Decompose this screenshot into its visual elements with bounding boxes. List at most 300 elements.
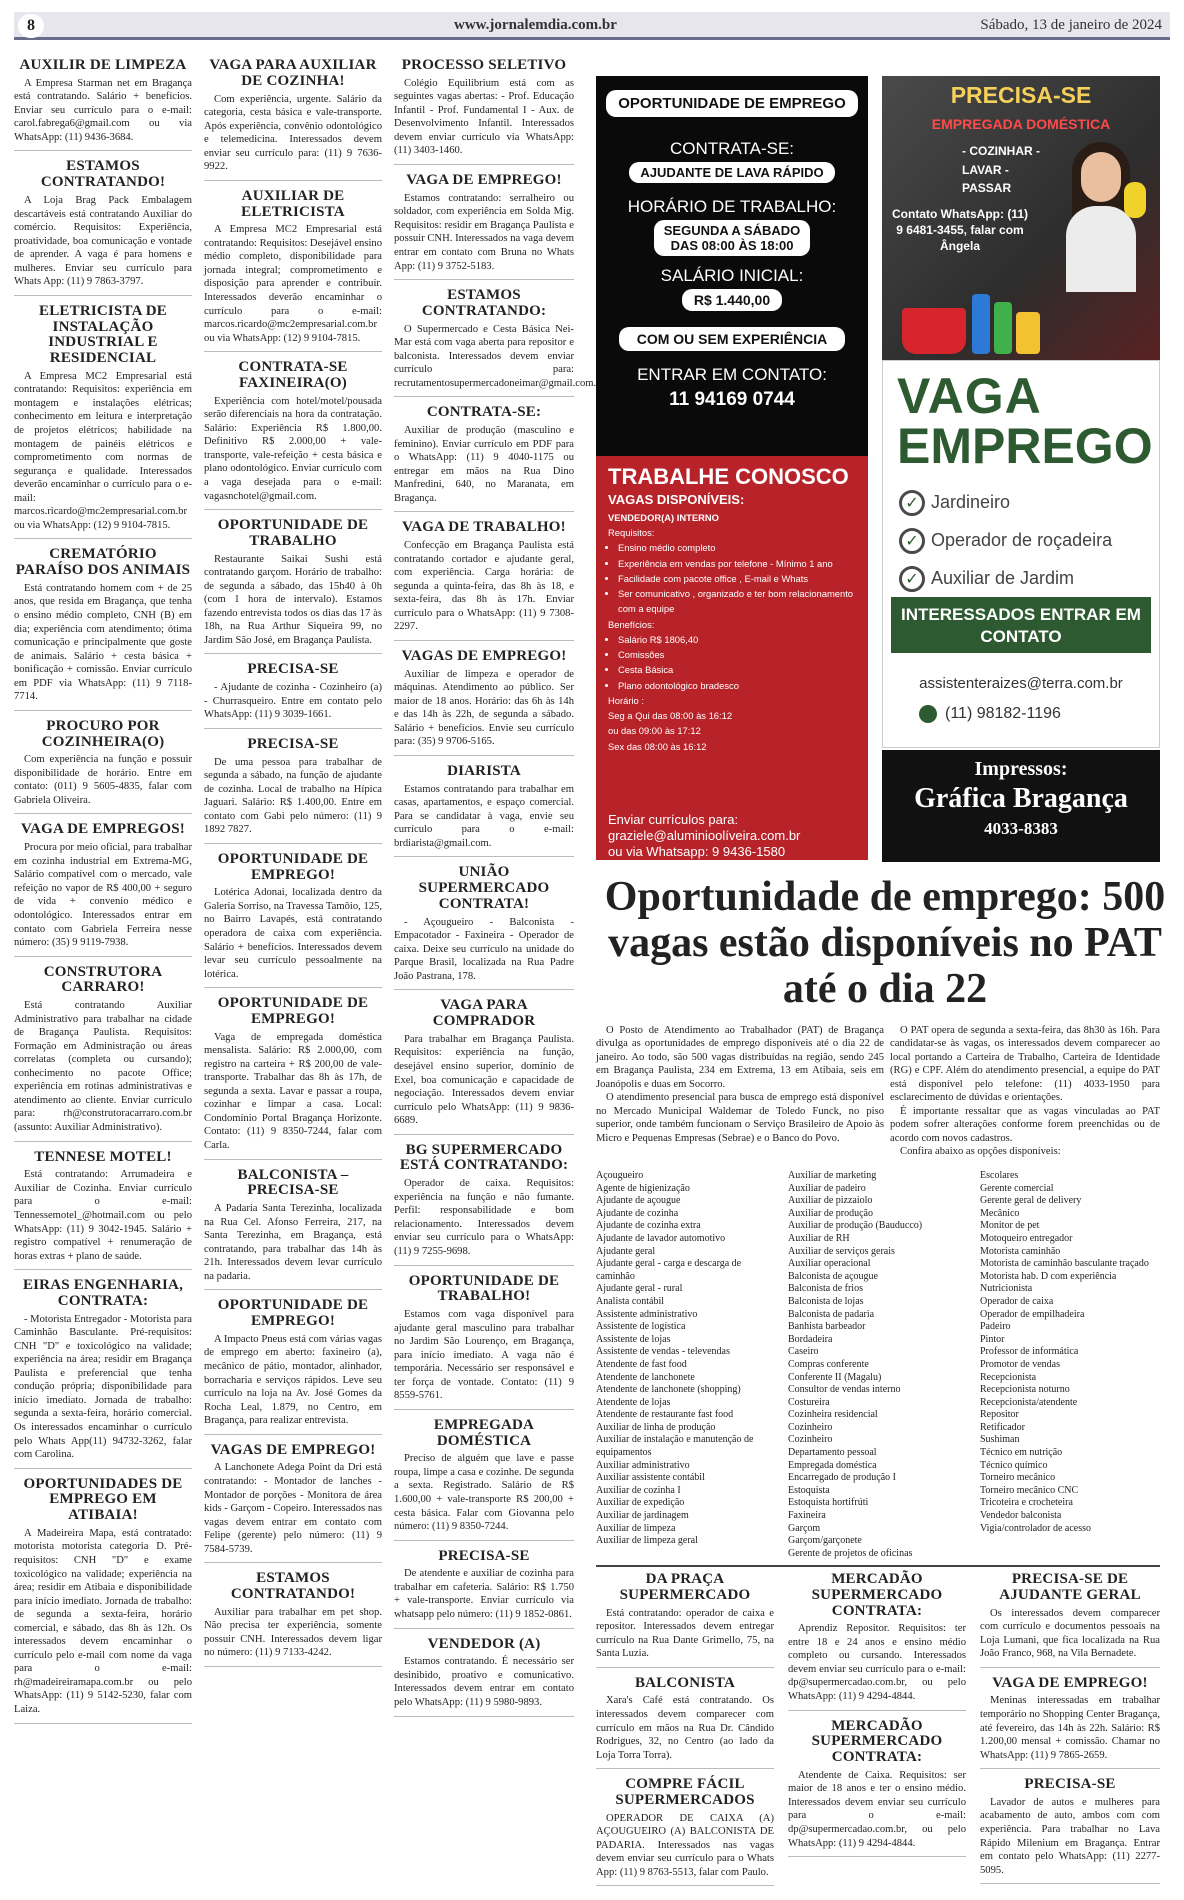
ad-vaga-item-label: Jardineiro	[931, 492, 1011, 512]
classified-body: A Empresa MC2 Empresarial está contratando: Requisitos: Desejável ensino médio completo, disponibilidade para jornada integral; comprometimento e disposição para aprender e contribuir. Interessados deverão encaminhar o currículo para o e-mail: marcos.ricardo@mc2empresarial.com.br ou via WhatsApp: (12) 9 9104-7815.	[204, 224, 382, 344]
classified-title: OPORTUNIDADE DE TRABALHO!	[408, 1272, 560, 1305]
classified-ad	[596, 1572, 774, 1668]
classified-ad	[394, 405, 574, 512]
classified-ad	[14, 159, 192, 295]
ad-vaga-banner: INTERESSADOS ENTRAR EM CONTATO	[891, 597, 1151, 653]
vacancy-item: Auxiliar operacional	[788, 1258, 871, 1270]
benefit-item: • Comissões	[618, 647, 864, 662]
classified-body: Vaga de empregada doméstica mensalista. Salário: R$ 2.000,00, com registro na carteira + R$ 200,00 de vale-transporte. Trabalhar das 8h às 17h, de segunda a sexta. Lavar e passar a roupa, cozinhar e limpar a casa. Local: Condomínio Portal Bragança Horizonte. Contato: (11) 9 8350-7244, falar com Carla.	[204, 1031, 382, 1152]
classified-ad	[394, 865, 574, 990]
pat-article-right	[890, 1024, 1160, 1159]
vacancy-item: Auxiliar de padeiro	[788, 1182, 866, 1194]
vacancy-item: Auxiliar administrativo	[596, 1459, 690, 1471]
vacancy-item: Atendente de lanchonete (shopping)	[596, 1384, 741, 1396]
ad-vaga-title-1: VAGA	[897, 368, 1042, 424]
classified-title: MERCADÃO SUPERMERCADO CONTRATA:	[811, 1717, 943, 1766]
vacancy-item: Assistente de logística	[596, 1321, 686, 1333]
classifieds-column-3	[394, 57, 597, 1725]
ad-trabalhe-hours	[608, 708, 864, 754]
classified-ad	[394, 1637, 574, 1717]
vacancy-item: Assistente administrativo	[596, 1308, 698, 1320]
vacancy-item: Auxiliar de produção (Bauducco)	[788, 1220, 923, 1232]
classified-ad	[394, 520, 574, 641]
pat-article-left	[596, 1024, 884, 1145]
vacancy-item: Escolares	[980, 1170, 1019, 1181]
classified-title: TENNESE MOTEL!	[34, 1148, 172, 1165]
classified-body: A Padaria Santa Terezinha, localizada na Rua Cel. Afonso Ferreira, 217, na Santa Terezinha, em Bragança, está contratando, para trabalhar das 14h às 21h. Interessados devem levar currículo na padaria.	[204, 1203, 382, 1282]
pat-paragraph-2: O atendimento presencial para busca de emprego está disponível no Mercado Municipal Waldemar de Toledo Funck, no piso superior, onde também funcionam o Serviço Brasileiro de Apoio às Micro e Pequenas Empresas (Sebrae) e o Banco do Povo.	[596, 1092, 884, 1144]
vacancy-item: Auxiliar de pizzaiolo	[788, 1195, 873, 1207]
vacancy-item: Motorista caminhão	[980, 1245, 1061, 1257]
ad-domestica-title: PRECISA-SE	[950, 82, 1092, 108]
vacancy-item: Auxiliar de cozinha I	[596, 1484, 681, 1496]
vacancy-item: Repositor	[980, 1409, 1019, 1421]
classified-body: Para trabalhar em Bragança Paulista. Requisitos: experiência na função, desejável ensino superior, domínio de Exel, boa comunicação e capacidade de negociação. Interessados devem enviar currículo pelo WhatsApp: (11) 9 9836-6689.	[394, 1033, 574, 1127]
site-url[interactable]: www.jornalemdia.com.br	[454, 17, 617, 33]
classified-title: AUXILIAR DE ELETRICISTA	[241, 187, 345, 220]
ad-vaga-phone-row[interactable]	[919, 705, 1061, 723]
vacancy-item: Estoquista hortifrúti	[788, 1497, 869, 1509]
classified-title: CONSTRUTORA CARRARO!	[43, 963, 163, 996]
classified-body: A Madeireira Mapa, está contratado: motorista motorista categoria D. Pré-requisitos: CNH "D" e exame toxicológico na validade; experiência na área; residir em Atibaia e disponibilidade para início imediato. Jornada de trabalho: de segunda a sexta-feira, horário comercial, e sábado, das 8h às 12h. Os interessados devem encaminhar o currículo pelo e-mail com nome da vaga para o e-mail: rh@madeireiramapa.com.br ou pelo WhatsApp: (11) 9 5142-5230, falar com Laiza.	[14, 1527, 192, 1716]
vacancy-item: Ajudante geral	[596, 1245, 656, 1257]
vacancy-item: Ajudante geral - rural	[596, 1283, 683, 1295]
ad-lava-rapido	[596, 76, 868, 456]
ad-trabalhe-email[interactable]: graziele@aluminioolíveira.com.br	[608, 828, 801, 843]
classified-title: MERCADÃO SUPERMERCADO CONTRATA:	[811, 1571, 943, 1619]
classified-ad	[788, 1572, 966, 1711]
classified-title: EIRAS ENGENHARIA, CONTRATA:	[22, 1277, 184, 1309]
classified-ad	[204, 852, 382, 988]
ad-vaga-title-2: EMPREGO	[897, 418, 1153, 474]
vacancy-item: Motoqueiro entregador	[980, 1232, 1073, 1244]
vacancy-item: Departamento pessoal	[788, 1447, 877, 1459]
classified-title: CONTRATA-SE FAXINEIRA(O)	[238, 359, 348, 391]
classifieds-column-2	[204, 58, 382, 1675]
requirement-item: • Ser comunicativo , organizado e ter bom relacionamento com a equipe	[618, 586, 864, 616]
vacancy-item: Professor de informática	[980, 1346, 1079, 1358]
classified-body: Lavador de autos e mulheres para acabamento de auto, ambos com com experiência. Para trabalhar no Lava Rápido Milenium em Bragança. Entrar em contato pelo WhatsApp: (11) 2277-5095.	[980, 1796, 1160, 1876]
vacancy-item: Gerente comercial	[980, 1182, 1054, 1194]
classified-ad	[980, 1572, 1160, 1668]
ad-vaga-item	[899, 521, 1112, 559]
vacancy-item: Vigia/controlador de acesso	[980, 1522, 1092, 1534]
cleaning-supplies-icon	[892, 288, 1048, 354]
classified-ad	[204, 662, 382, 728]
vacancy-item: Gerente geral de delivery	[980, 1195, 1082, 1207]
classified-ad	[980, 1676, 1160, 1769]
pat-vacancy-list-1	[596, 1170, 782, 1548]
vacancy-item: Auxiliar de limpeza geral	[596, 1535, 698, 1547]
classified-title: COMPRE FÁCIL SUPERMERCADOS	[615, 1776, 755, 1808]
classified-ad	[394, 1549, 574, 1629]
pat-vacancy-list-3	[980, 1170, 1160, 1535]
classified-title: CREMATÓRIO PARAÍSO DOS ANIMAIS	[15, 546, 191, 579]
vacancy-item: Cozinheira residencial	[788, 1409, 878, 1421]
pat-vacancy-list-2	[788, 1170, 974, 1560]
vacancy-item: Auxiliar de linha de produção	[596, 1421, 716, 1433]
classified-title: OPORTUNIDADE DE EMPREGO!	[217, 850, 369, 883]
vacancy-item: Compras conferente	[788, 1358, 869, 1370]
vacancy-item: Motorista hab. D com experiência	[980, 1270, 1117, 1282]
vacancy-item: Retificador	[980, 1421, 1025, 1433]
vacancy-item: Assistente de vendas - televendas	[596, 1346, 730, 1358]
vacancy-item: Tricoteira e crocheteira	[980, 1497, 1073, 1509]
bottom-column-3	[980, 1572, 1160, 1892]
classified-title: ESTAMOS CONTRATANDO!	[40, 158, 166, 191]
classified-body: Está contratando homem com + de 25 anos, que resida em Bragança, que tenha o ensino médio completo, CNH (B) em dia; experiência com atendimento; ótima comunicação e principalmente que goste de animais. Salário + cesta básica + bonificação + comissão. Enviar currículo em PDF via WhatsApp: (11) 9 7118-7714.	[14, 582, 192, 703]
ad-vaga-items	[899, 483, 1112, 597]
ad-lava-phone[interactable]: 11 94169 0744	[669, 389, 795, 410]
vacancy-item: Promotor de vendas	[980, 1358, 1060, 1370]
vacancy-item: Ajudante de açougue	[596, 1195, 681, 1207]
vacancy-item: Estoquista	[788, 1484, 830, 1496]
classified-title: VAGAS DE EMPREGO!	[210, 1441, 376, 1458]
classified-title: AUXILIR DE LIMPEZA	[19, 57, 187, 73]
hours-item: Sex das 08:00 às 16:12	[608, 740, 707, 752]
classified-ad	[394, 1143, 574, 1266]
ad-domestica-tasks: - COZINHAR - LAVAR - PASSAR	[962, 144, 1040, 196]
classified-body: Colégio Equilibrium está com as seguintes vagas abertas: - Prof. Educação Infantil - Prof. Fundamental I - Aux. de Desenvolvimento Infantil. Interessados devem enviar currículo via WhatsApp: (11) 3403-1460.	[394, 77, 574, 157]
ad-trabalhe-whatsapp[interactable]: ou via Whatsapp: 9 9436-1580	[608, 844, 786, 859]
ad-empregada-domestica	[882, 76, 1160, 360]
classified-ad	[14, 547, 192, 710]
classified-ad	[394, 58, 574, 165]
classified-title: OPORTUNIDADE DE EMPREGO!	[217, 1297, 369, 1330]
ad-grafica-phone[interactable]: 4033-8383	[984, 819, 1058, 838]
classified-ad	[14, 1278, 192, 1469]
classified-body: - Açougueiro - Balconista - Empacotador - Faxineira - Operador de caixa. Deixe seu currículo na unidade do Parque Brasil, localizada na Rua Padre João Pastrana, 178.	[394, 916, 574, 982]
vacancy-item: Auxiliar de produção	[788, 1207, 873, 1219]
classified-body: Meninas interessadas em trabalhar temporário no Shopping Center Bragança, até fevereiro, das 14h às 22h. Salário: R$ 1.200,00 mensal + comissão. Chamar no WhatsApp: (11) 9 7865-2659.	[980, 1695, 1160, 1761]
classified-body: Operador de caixa. Requisitos: experiência na função e não fumante. Perfil: responsabilidade e bom relacionamento. Interessados devem enviar seu currículo para o WhatsApp: (11) 9 7255-9698.	[394, 1178, 574, 1257]
classified-title: OPORTUNIDADES DE EMPREGO EM ATIBAIA!	[23, 1475, 183, 1524]
classified-title: ESTAMOS CONTRATANDO!	[230, 1570, 356, 1603]
classified-ad	[14, 1477, 192, 1724]
bottom-column-1	[596, 1572, 774, 1894]
woman-illustration	[1052, 142, 1148, 292]
classified-body: Confecção em Bragança Paulista está contratando cortador e ajudante geral, com experiência. Carga horária: de segunda a quinta-feira, das 8h às 18, e sexta-feira, das 8h às 17h. Enviar currículo para o WhatsApp: (11) 9 7308-2297.	[394, 540, 574, 633]
classified-body: Os interessados devem comparecer com currículo e documentos pessoais na Loja Lumani, que fica localizada na Rua João Franco, 968, na Vila Bernadete.	[980, 1607, 1160, 1660]
classified-title: VAGA PARA AUXILIAR DE COZINHA!	[209, 57, 377, 89]
requirement-item: • Experiência em vendas por telefone - Mínimo 1 ano	[618, 556, 864, 571]
classified-ad	[204, 1298, 382, 1434]
ad-trabalhe-subtitle: VAGAS DISPONÍVEIS:	[608, 492, 745, 507]
classified-body: Restaurante Saikai Sushi está contratando garçom. Horário de trabalho: de segunda a sábado, das 15h40 à 0h (com 1 hora de intervalo). Estamos fazendo entrevista todos os dias das 17 às 18h, na Rua Arthur Siqueira 99, no Jardim São José, em Bragança Paulista.	[204, 553, 382, 646]
vacancy-item: Encarregado de produção I	[788, 1472, 896, 1484]
classified-body: Atendente de Caixa. Requisitos: ser maior de 18 anos e ter o ensino médio. Interessados devem enviar seu currículo para o e-mail: dp@supermercadao.com.br, ou pelo WhatsApp: (11) 9 4294-4844.	[788, 1769, 966, 1849]
classified-body: Lotérica Adonai, localizada dentro da Galeria Sorriso, na Travessa Tamôio, 125, no Bairro Lavapés, está contratando operadora de caixa com experiência. Salário + benefícios. Interessados devem levar seu currículo pessoalmente na lotérica.	[204, 887, 382, 980]
ad-trabalhe-role: VENDEDOR(A) INTERNO	[608, 512, 719, 523]
vacancy-item: Mecânico	[980, 1207, 1020, 1219]
vacancy-item: Sushiman	[980, 1434, 1020, 1446]
classified-body: OPERADOR DE CAIXA (A) AÇOUGUEIRO (A) BALCONISTA DE PADARIA. Interessados nas vagas devem enviar seu currículo para o Whats App: (11) 9 8763-5513, falar com Paulo.	[596, 1812, 774, 1878]
pat-paragraph-4: É importante ressaltar que as vagas vinculadas ao PAT podem sofrer alterações conforme forem preenchidas ou de acordo com novos cadastros.	[890, 1105, 1160, 1144]
classified-ad	[204, 58, 382, 181]
classified-body: Está contratando Auxiliar Administrativo para trabalhar na cidade de Bragança Paulista. Requisitos: Formação em Administração ou áreas correlatas (completa ou cursando); conhecimento no pacote Office; experiência em rotinas administrativas e atendimento ao cliente. Enviar currículo para: rh@construtoracarraro.com.br (assunto: Auxiliar Administrativo).	[14, 1000, 192, 1134]
vacancy-item: Empregada doméstica	[788, 1459, 877, 1471]
vacancy-item: Cozinheiro	[788, 1434, 833, 1446]
vacancy-item: Atendente de lojas	[596, 1396, 671, 1408]
classified-ad	[14, 58, 192, 151]
classified-title: UNIÃO SUPERMERCADO CONTRATA!	[418, 864, 550, 912]
classified-title: CONTRATA-SE:	[426, 404, 542, 421]
vacancy-item: Padeiro	[980, 1321, 1011, 1333]
classified-body: Com experiência na função e possuir disponibilidade de horário. Entre em contato: (011) 9 5605-4835, falar com Gabriela Oliveira.	[14, 754, 192, 806]
vacancy-item: Técnico em nutrição	[980, 1447, 1063, 1459]
classified-ad	[394, 1418, 574, 1541]
classified-title: VAGA DE EMPREGOS!	[21, 821, 185, 838]
ad-trabalhe-title: TRABALHE CONOSCO	[608, 464, 849, 489]
vacancy-item: Ajudante de cozinha extra	[596, 1220, 701, 1232]
classified-body: De uma pessoa para trabalhar de segunda a sábado, na função de ajudante de cozinha. Local de trabalho na Hípica Jaguari. Salário: R$ 1.400,00. Entre em contato com Gabi pelo número: (11) 9 1892 7827.	[204, 756, 382, 836]
vacancy-item: Consultor de vendas interno	[788, 1384, 901, 1396]
classified-title: VAGA DE EMPREGO!	[406, 172, 562, 189]
classified-ad	[394, 998, 574, 1134]
ad-lava-contato-label: ENTRAR EM CONTATO:	[637, 365, 827, 384]
bottom-column-2	[788, 1572, 966, 1865]
vacancy-item: Atendente de restaurante fast food	[596, 1409, 734, 1421]
classified-title: PRECISA-SE DE AJUDANTE GERAL	[999, 1571, 1141, 1603]
vacancy-item: Recepcionista	[980, 1371, 1037, 1383]
classified-title: DA PRAÇA SUPERMERCADO	[619, 1571, 751, 1603]
vacancy-item: Auxiliar de instalação e manutenção de equipamentos	[596, 1434, 754, 1459]
vacancy-item: Assistente de lojas	[596, 1333, 671, 1345]
whatsapp-icon	[919, 705, 937, 723]
vacancy-item: Recepcionista/atendente	[980, 1396, 1078, 1408]
ad-trabalhe-benefits	[618, 632, 864, 693]
classified-title: OPORTUNIDADE DE TRABALHO	[217, 517, 369, 549]
classified-title: ESTAMOS CONTRATANDO:	[421, 287, 547, 319]
classified-ad	[204, 996, 382, 1159]
classified-body: Está contratando: operador de caixa e repositor. Interessados devem entregar currículo na Rua Dante Grimello, 75, na Santa Luzia.	[596, 1607, 774, 1660]
classified-ad	[788, 1719, 966, 1858]
issue-date: Sábado, 13 de janeiro de 2024	[980, 17, 1162, 33]
ad-lava-role: AJUDANTE DE LAVA RÁPIDO	[629, 162, 835, 183]
ad-trabalhe-body	[608, 510, 864, 754]
classified-ad	[596, 1777, 774, 1886]
classified-ad	[14, 1150, 192, 1271]
vacancy-item: Gerente de projetos de oficinas	[788, 1547, 913, 1559]
vacancy-item: Balconista de padaria	[788, 1308, 875, 1320]
checkmark-icon: ✓	[899, 490, 925, 516]
classified-title: PRECISA-SE	[247, 661, 339, 678]
vacancy-item: Agente de higienização	[596, 1182, 690, 1194]
classified-ad	[394, 1274, 574, 1410]
vacancy-item: Atendente de fast food	[596, 1358, 687, 1370]
vacancy-item: Motorista de caminhão basculante traçado	[980, 1258, 1149, 1270]
ad-vaga-item-label: Operador de roçadeira	[931, 530, 1113, 550]
classified-title: VAGA DE TRABALHO!	[402, 519, 566, 536]
ad-grafica-line2: Gráfica Bragança	[914, 783, 1128, 814]
classified-body: A Empresa Starman net em Bragança está contratando. Salário + benefícios. Enviar seu currículo para o e-mail: carol.fabrega6@gmail.com ou via WhatsApp: (11) 9436-3684.	[14, 77, 192, 143]
vacancy-item: Costureira	[788, 1396, 830, 1408]
glove-icon	[1124, 182, 1146, 218]
classified-ad	[394, 764, 574, 857]
classified-body: Experiência com hotel/motel/pousada serão diferenciais na hora da contratação. Salário: Experiência R$ 1.800,00. Definitivo R$ 2.000,00 + vale- transporte, vale-refeição + cesta básica e plano odontológico. Enviar currículo com a vaga desejada para o e-mail: vagasnchotel@gmail.com.	[204, 395, 382, 502]
vacancy-item: Auxiliar de expedição	[596, 1497, 685, 1509]
page-number: 8	[18, 14, 44, 38]
classified-title: VAGA PARA COMPRADOR	[432, 997, 536, 1030]
ad-domestica-contact: Contato WhatsApp: (11) 9 6481-3455, falar com Ângela	[892, 207, 1028, 254]
classified-body: O Supermercado e Cesta Básica Nei-Mar está com vaga aberta para repositor e balconista. Interessados devem enviar currículo para: recrutamentosupermercadoneimar@gmail.com.	[394, 323, 597, 389]
vacancy-item: Auxiliar assistente contábil	[596, 1472, 705, 1484]
classified-title: PROCESSO SELETIVO	[401, 57, 567, 73]
ad-vaga-item	[899, 559, 1112, 597]
classified-ad	[596, 1676, 774, 1769]
classified-title: EMPREGADA DOMÉSTICA	[433, 1416, 535, 1449]
vacancy-item: Técnico químico	[980, 1459, 1048, 1471]
ad-lava-contrata: CONTRATA-SE:	[669, 139, 795, 158]
classified-ad	[204, 1443, 382, 1564]
vacancy-item: Auxiliar de jardinagem	[596, 1510, 689, 1522]
classified-ad	[14, 304, 192, 540]
classified-body: Estamos com vaga disponível para ajudante geral masculino para trabalhar no Jardim São Lourenço, em Bragança, para início imediato. A vaga não é temporária. Necessário ser responsável e ter força de vontade. Contato: (11) 9 8559-5761.	[394, 1309, 574, 1402]
ad-trabalhe-req-label: Requisitos:	[608, 527, 655, 539]
vacancy-item: Conferente II (Magalu)	[788, 1371, 882, 1383]
classified-title: VENDEDOR (A)	[427, 1635, 541, 1652]
classified-title: BG SUPERMERCADO ESTÁ CONTRATANDO:	[399, 1141, 569, 1174]
vacancy-item: Pintor	[980, 1333, 1005, 1345]
ad-trabalhe-conosco	[596, 456, 868, 860]
vacancy-item: Balconista de açougue	[788, 1270, 878, 1282]
ad-grafica-braganca	[882, 750, 1160, 862]
classified-title: PRECISA-SE	[438, 1547, 530, 1564]
classified-body: Preciso de alguém que lave e passe roupa, limpe a casa e cozinhe. De segunda a sexta. Registrado. Salário de R$ 1.600,00 + vale-transporte R$ 200,00 + cesta básica. Falar com Giovanna pelo número: (11) 9 8350-7244.	[394, 1453, 574, 1533]
classified-ad	[14, 965, 192, 1142]
classified-body: Auxiliar de produção (masculino e feminino). Enviar currículo em PDF para o WhatsApp: (11) 9 4040-1175 ou entregar em mãos na Rua Dino Manfredini, 640, no Maranata, em Bragança.	[394, 425, 574, 504]
hours-item: ou das 09:00 às 17:12	[608, 725, 701, 737]
classified-ad	[204, 737, 382, 844]
classified-ad	[14, 719, 192, 815]
ad-vaga-phone: (11) 98182-1196	[945, 705, 1061, 723]
vacancy-item: Faxineira	[788, 1510, 826, 1522]
classified-body: Xara's Café está contratando. Os interessados devem comparecer com currículo em mãos na Rua Dr. Cândido Rodrigues, 32, no Centro (ao lado da Loja Torra Torra).	[596, 1695, 774, 1761]
classified-ad	[204, 360, 382, 510]
benefit-item: • Cesta Básica	[618, 662, 864, 677]
ad-grafica-line1: Impressos:	[974, 758, 1068, 780]
vacancy-item: Açougueiro	[596, 1170, 644, 1181]
checkmark-icon: ✓	[899, 566, 925, 592]
vacancy-item: Atendente de lanchonete	[596, 1371, 695, 1383]
vacancy-item: Cozinheiro	[788, 1421, 833, 1433]
vacancy-item: Operador de caixa	[980, 1295, 1054, 1307]
classified-ad	[204, 518, 382, 654]
pat-article-title: Oportunidade de emprego: 500 vagas estão disponíveis no PAT até o dia 22	[604, 874, 1166, 1013]
vacancy-item: Balconista de lojas	[788, 1295, 864, 1307]
classified-ad	[394, 173, 574, 280]
pat-paragraph-1: O Posto de Atendimento ao Trabalhador (PAT) de Bragança divulga as oportunidades de emprego disponíveis até o dia 22 de janeiro. Ao todo, são 500 vagas distribuídas na região, sendo 245 em Bragança Paulista, 234 em Extrema, 13 em Atibaia, seis em Joanópolis e duas em Socorro.	[596, 1025, 884, 1090]
vacancy-item: Ajudante geral - carga e descarga de caminhão	[596, 1258, 742, 1282]
classified-title: VAGAS DE EMPREGO!	[401, 647, 567, 664]
checkmark-icon: ✓	[899, 528, 925, 554]
ad-trabalhe-send-label: Enviar currículos para:	[608, 812, 739, 827]
vacancy-item: Auxiliar de limpeza	[596, 1522, 676, 1534]
ad-vaga-item-label: Auxiliar de Jardim	[931, 568, 1075, 588]
ad-lava-head: OPORTUNIDADE DE EMPREGO	[606, 90, 858, 117]
requirement-item: • Facilidade com pacote office , E-mail e Whats	[618, 571, 864, 586]
ad-vaga-item	[899, 483, 1112, 521]
classified-body: Estamos contratando: serralheiro ou soldador, com experiência em Solda Mig. Requisitos: residir em Bragança Paulista e possuir CNH. Interessados na vaga devem entrar em contato com Bruna no Whats App: (11) 9 3752-5183.	[394, 192, 574, 272]
vacancy-item: Ajudante de lavador automotivo	[596, 1232, 726, 1244]
hours-item: Seg a Qui das 08:00 às 16:12	[608, 710, 733, 722]
vacancy-item: Ajudante de cozinha	[596, 1207, 679, 1219]
classified-title: OPORTUNIDADE DE EMPREGO!	[217, 995, 369, 1027]
benefit-item: • Salário R$ 1806,40	[618, 632, 864, 647]
classified-body: A Loja Brag Pack Embalagem descartáveis está contratando Auxiliar do comércio. Requisitos: Experiência, proatividade, boa comunicação e vontade de aprender. A vaga é para homens e mulheres. Enviar seu currículo para Whats App: (11) 9 7863-3797.	[14, 194, 192, 288]
ad-domestica-subtitle: EMPREGADA DOMÉSTICA	[931, 116, 1111, 132]
classified-ad	[204, 1571, 382, 1667]
section-divider	[596, 1565, 1160, 1567]
classified-title: PRECISA-SE	[247, 735, 339, 752]
vacancy-item: Auxiliar de marketing	[788, 1170, 877, 1181]
ad-trabalhe-hor-label: Horário :	[608, 694, 644, 706]
classified-ad	[980, 1777, 1160, 1884]
vacancy-item: Bordadeira	[788, 1333, 833, 1345]
vacancy-item: Garçom/garçonete	[788, 1535, 862, 1547]
ad-lava-horario-label: HORÁRIO DE TRABALHO:	[627, 197, 837, 216]
classified-body: A Impacto Pneus está com várias vagas de emprego em aberto: faxineiro (a), mecânico de pátio, montador, alinhador, borracharia e serviços rápidos. Leve seu currículo na loja na Av. José Gomes da Rocha Leal, 1.879, no Centro, em Bragança, para realizar entrevista.	[204, 1333, 382, 1427]
classified-body: - Motorista Entregador - Motorista para Caminhão Basculante. Pré-requisitos: CNH "D" e toxicológico na validade; experiência na área; residir em Bragança Paulista e preferencial que tenha condução própria; disponibilidade para início imediato. Jornada de trabalho: segunda a sexta-feira, horário comercial. Os interessados encaminhar o currículo pelo Whats App(11) 94732-3262, falar com Carolina.	[14, 1313, 192, 1461]
classified-body: - Ajudante de cozinha - Cozinheiro (a) - Churrasqueiro. Entre em contato pelo WhatsApp: (11) 9 3039-1661.	[204, 682, 382, 721]
page-header	[14, 12, 1170, 40]
classified-body: Procura por meio oficial, para trabalhar em cozinha industrial em Extrema-MG, Salário compatível com o mercado, vale refeição no vapor de R$ 400,00 + seguro de vida + convenio médico e odontológico. Interessados entrar em contato com Gabriela Ferreira nesse número: (35) 9 9119-7938.	[14, 842, 192, 949]
classified-body: A Empresa MC2 Empresarial está contratando: Requisitos: experiência em montagem e instalações elétricas; conhecimento em leitura e interpretação de projetos elétricos; habilidade na montagem de painéis elétricos e comprometimento com normas de segurança e qualidade. Interessados deverão encaminhar o currículo para o e-mail: marcos.ricardo@mc2empresarial.com.br ou via WhatsApp: (12) 9 9104-7815.	[14, 370, 192, 531]
vacancy-item: Recepcionista noturno	[980, 1384, 1070, 1396]
vacancy-item: Operador de empilhadeira	[980, 1308, 1085, 1320]
vacancy-item: Caseiro	[788, 1346, 819, 1358]
classified-title: PRECISA-SE	[1024, 1776, 1116, 1793]
ad-lava-salario-label: SALÁRIO INICIAL:	[660, 266, 804, 285]
vacancy-item: Auxiliar de RH	[788, 1232, 850, 1244]
vacancy-item: Garçom	[788, 1522, 821, 1534]
benefit-item: • Plano odontológico bradesco	[618, 678, 864, 693]
classified-ad	[204, 1168, 382, 1291]
ad-vaga-email[interactable]: assistenteraizes@terra.com.br	[919, 675, 1123, 692]
classified-body: De atendente e auxiliar de cozinha para trabalhar em cafeteria. Salário: R$ 1.750 + vale-transporte. Enviar currículo via whatsapp pelo número: (11) 9 1852-0861.	[394, 1568, 574, 1621]
classified-title: DIARISTA	[447, 762, 521, 779]
pat-paragraph-3: O PAT opera de segunda a sexta-feira, das 8h30 às 16h. Para candidatar-se às vagas, os interessados devem comparecer ao local portando a Carteira de Trabalho, Carteira de Identidade (RG) e CPF. Além do atendimento presencial, a equipe do PAT está disponível pelo telefone: (11) 4033-1950 para esclarecimento de dúvidas e orientações.	[890, 1025, 1160, 1104]
classified-ad	[14, 822, 192, 956]
vacancy-item: Auxiliar de serviços gerais	[788, 1245, 895, 1257]
ad-lava-horario: SEGUNDA A SÁBADO DAS 08:00 ÀS 18:00	[654, 220, 810, 256]
vacancy-item: Torneiro mecânico	[980, 1472, 1056, 1484]
classified-body: A Lanchonete Adega Point da Dri está contratando: - Montador de lanches - Montador de porções - Monitora de área kids - Garçom - Copeiro. Interessados nas vagas devem entrar em contato com Felipe (gerente) pelo número: (11) 9 7584-5739.	[204, 1462, 382, 1555]
classified-title: PROCURO POR COZINHEIRA(O)	[41, 717, 165, 750]
classified-title: BALCONISTA	[634, 1674, 736, 1691]
ad-trabalhe-ben-label: Benefícios:	[608, 618, 655, 630]
classified-body: Aprendiz Repositor. Requisitos: ter entre 18 e 24 anos e ensino médio completo ou cursando. Interessados devem enviar seu currículo para o e-mail: dp@supermercadao.com.br, ou pelo WhatsApp: (11) 9 4294-4844.	[788, 1623, 966, 1702]
vacancy-item: Vendedor balconista	[980, 1510, 1062, 1522]
classified-body: Estamos contratando. É necessário ser desinibido, proativo e comunicativo. Interessados devem entrar em contato pelo WhatsApp: (11) 9 5980-9893.	[394, 1656, 574, 1708]
vacancy-item: Banhista barbeador	[788, 1321, 866, 1333]
classified-ad	[394, 287, 597, 397]
classified-ad	[204, 189, 382, 352]
vacancy-item: Torneiro mecânico CNC	[980, 1484, 1079, 1496]
classified-ad	[394, 649, 574, 756]
requirement-item: • Ensino médio completo	[618, 540, 864, 555]
classified-title: BALCONISTA – PRECISA-SE	[237, 1166, 349, 1199]
vacancy-item: Monitor de pet	[980, 1220, 1040, 1232]
classified-title: VAGA DE EMPREGO!	[992, 1674, 1148, 1691]
ad-vaga-emprego	[882, 360, 1160, 748]
ad-trabalhe-requirements	[618, 540, 864, 616]
classified-body: Com experiência, urgente. Salário da categoria, cesta básica e vale-transporte. Após experiência, convênio odontológico e telemedicina. Interessados devem enviar seu currículo para: (11) 9 7636-9922.	[204, 93, 382, 173]
classified-body: Auxiliar de limpeza e operador de máquinas. Atendimento ao público. Ser maior de 18 anos. Horário: das 6h às 14h e das 14h às 22h, de segunda a sábado. Salário + benefícios. Envie seu currículo para: (35) 9 9706-5165.	[394, 668, 574, 748]
ad-lava-experiencia: COM OU SEM EXPERIÊNCIA	[619, 327, 845, 351]
vacancy-item: Balconista de frios	[788, 1283, 863, 1295]
vacancy-item: Analista contábil	[596, 1295, 665, 1307]
